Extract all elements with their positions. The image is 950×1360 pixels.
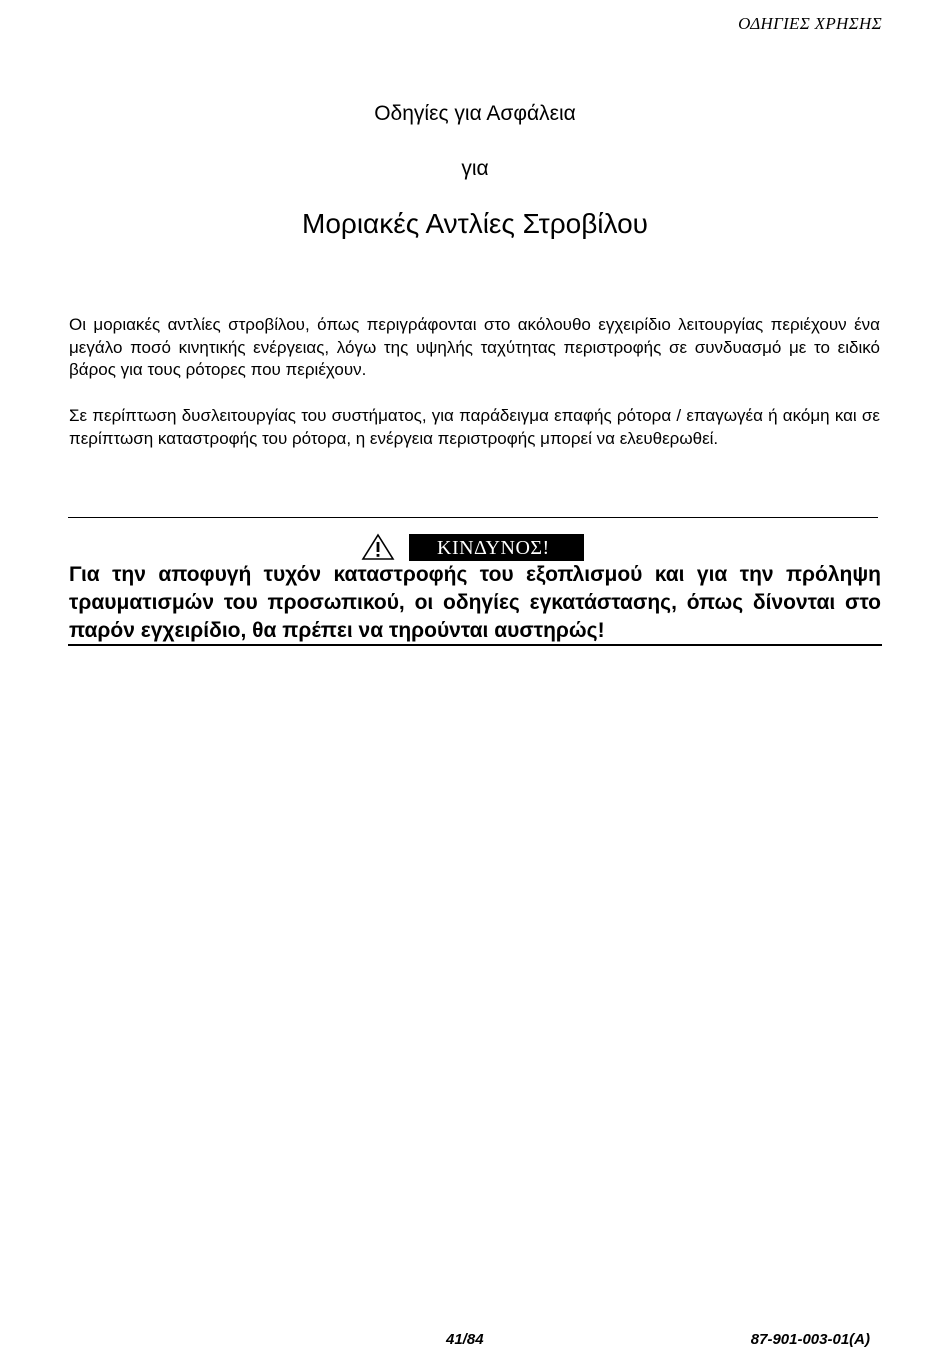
running-header: ΟΔΗΓΙΕΣ ΧΡΗΣΗΣ bbox=[738, 14, 882, 33]
paragraph-malfunction: Σε περίπτωση δυσλειτουργίας του συστήματος, για παράδειγμα επαφής ρότορα / επαγωγέα ή ακόμη και σε περίπτωση καταστροφής του ρότορα, η ενέργεια περιστροφής μπορεί να ελευθερωθεί. bbox=[69, 406, 880, 448]
danger-warning-text: Για την αποφυγή τυχόν καταστροφής του εξοπλισμού και για την πρόληψη τραυματισμών του προσωπικού, οι οδηγίες εγκατάστασης, όπως δίνονται στο παρόν εγχειρίδιο, θα πρέπει να τηρούνται αυστηρώς! bbox=[69, 563, 881, 642]
document-title: Μοριακές Αντλίες Στροβίλου bbox=[302, 208, 648, 239]
danger-header bbox=[361, 532, 584, 562]
danger-label: ΚΙΝΔΥΝΟΣ! bbox=[409, 534, 584, 561]
section-divider bbox=[68, 517, 878, 518]
warning-triangle-icon bbox=[361, 533, 395, 561]
document-number: 87-901-003-01(A) bbox=[750, 1331, 870, 1348]
title-line-2: για bbox=[461, 157, 489, 180]
page-number: 41/84 bbox=[446, 1331, 484, 1348]
paragraph-kinetic-energy: Οι μοριακές αντλίες στροβίλου, όπως περιγράφονται στο ακόλουθο εγχειρίδιο λειτουργίας περιέχουν ένα μεγάλο ποσό κινητικής ενέργειας, λόγω της υψηλής ταχύτητας περιστροφής σε συνδυασμό με το ειδικό βάρος για τους ρότορες που περιέχουν. bbox=[69, 315, 880, 379]
title-line-1: Οδηγίες για Ασφάλεια bbox=[374, 102, 576, 125]
danger-underline bbox=[68, 644, 882, 646]
